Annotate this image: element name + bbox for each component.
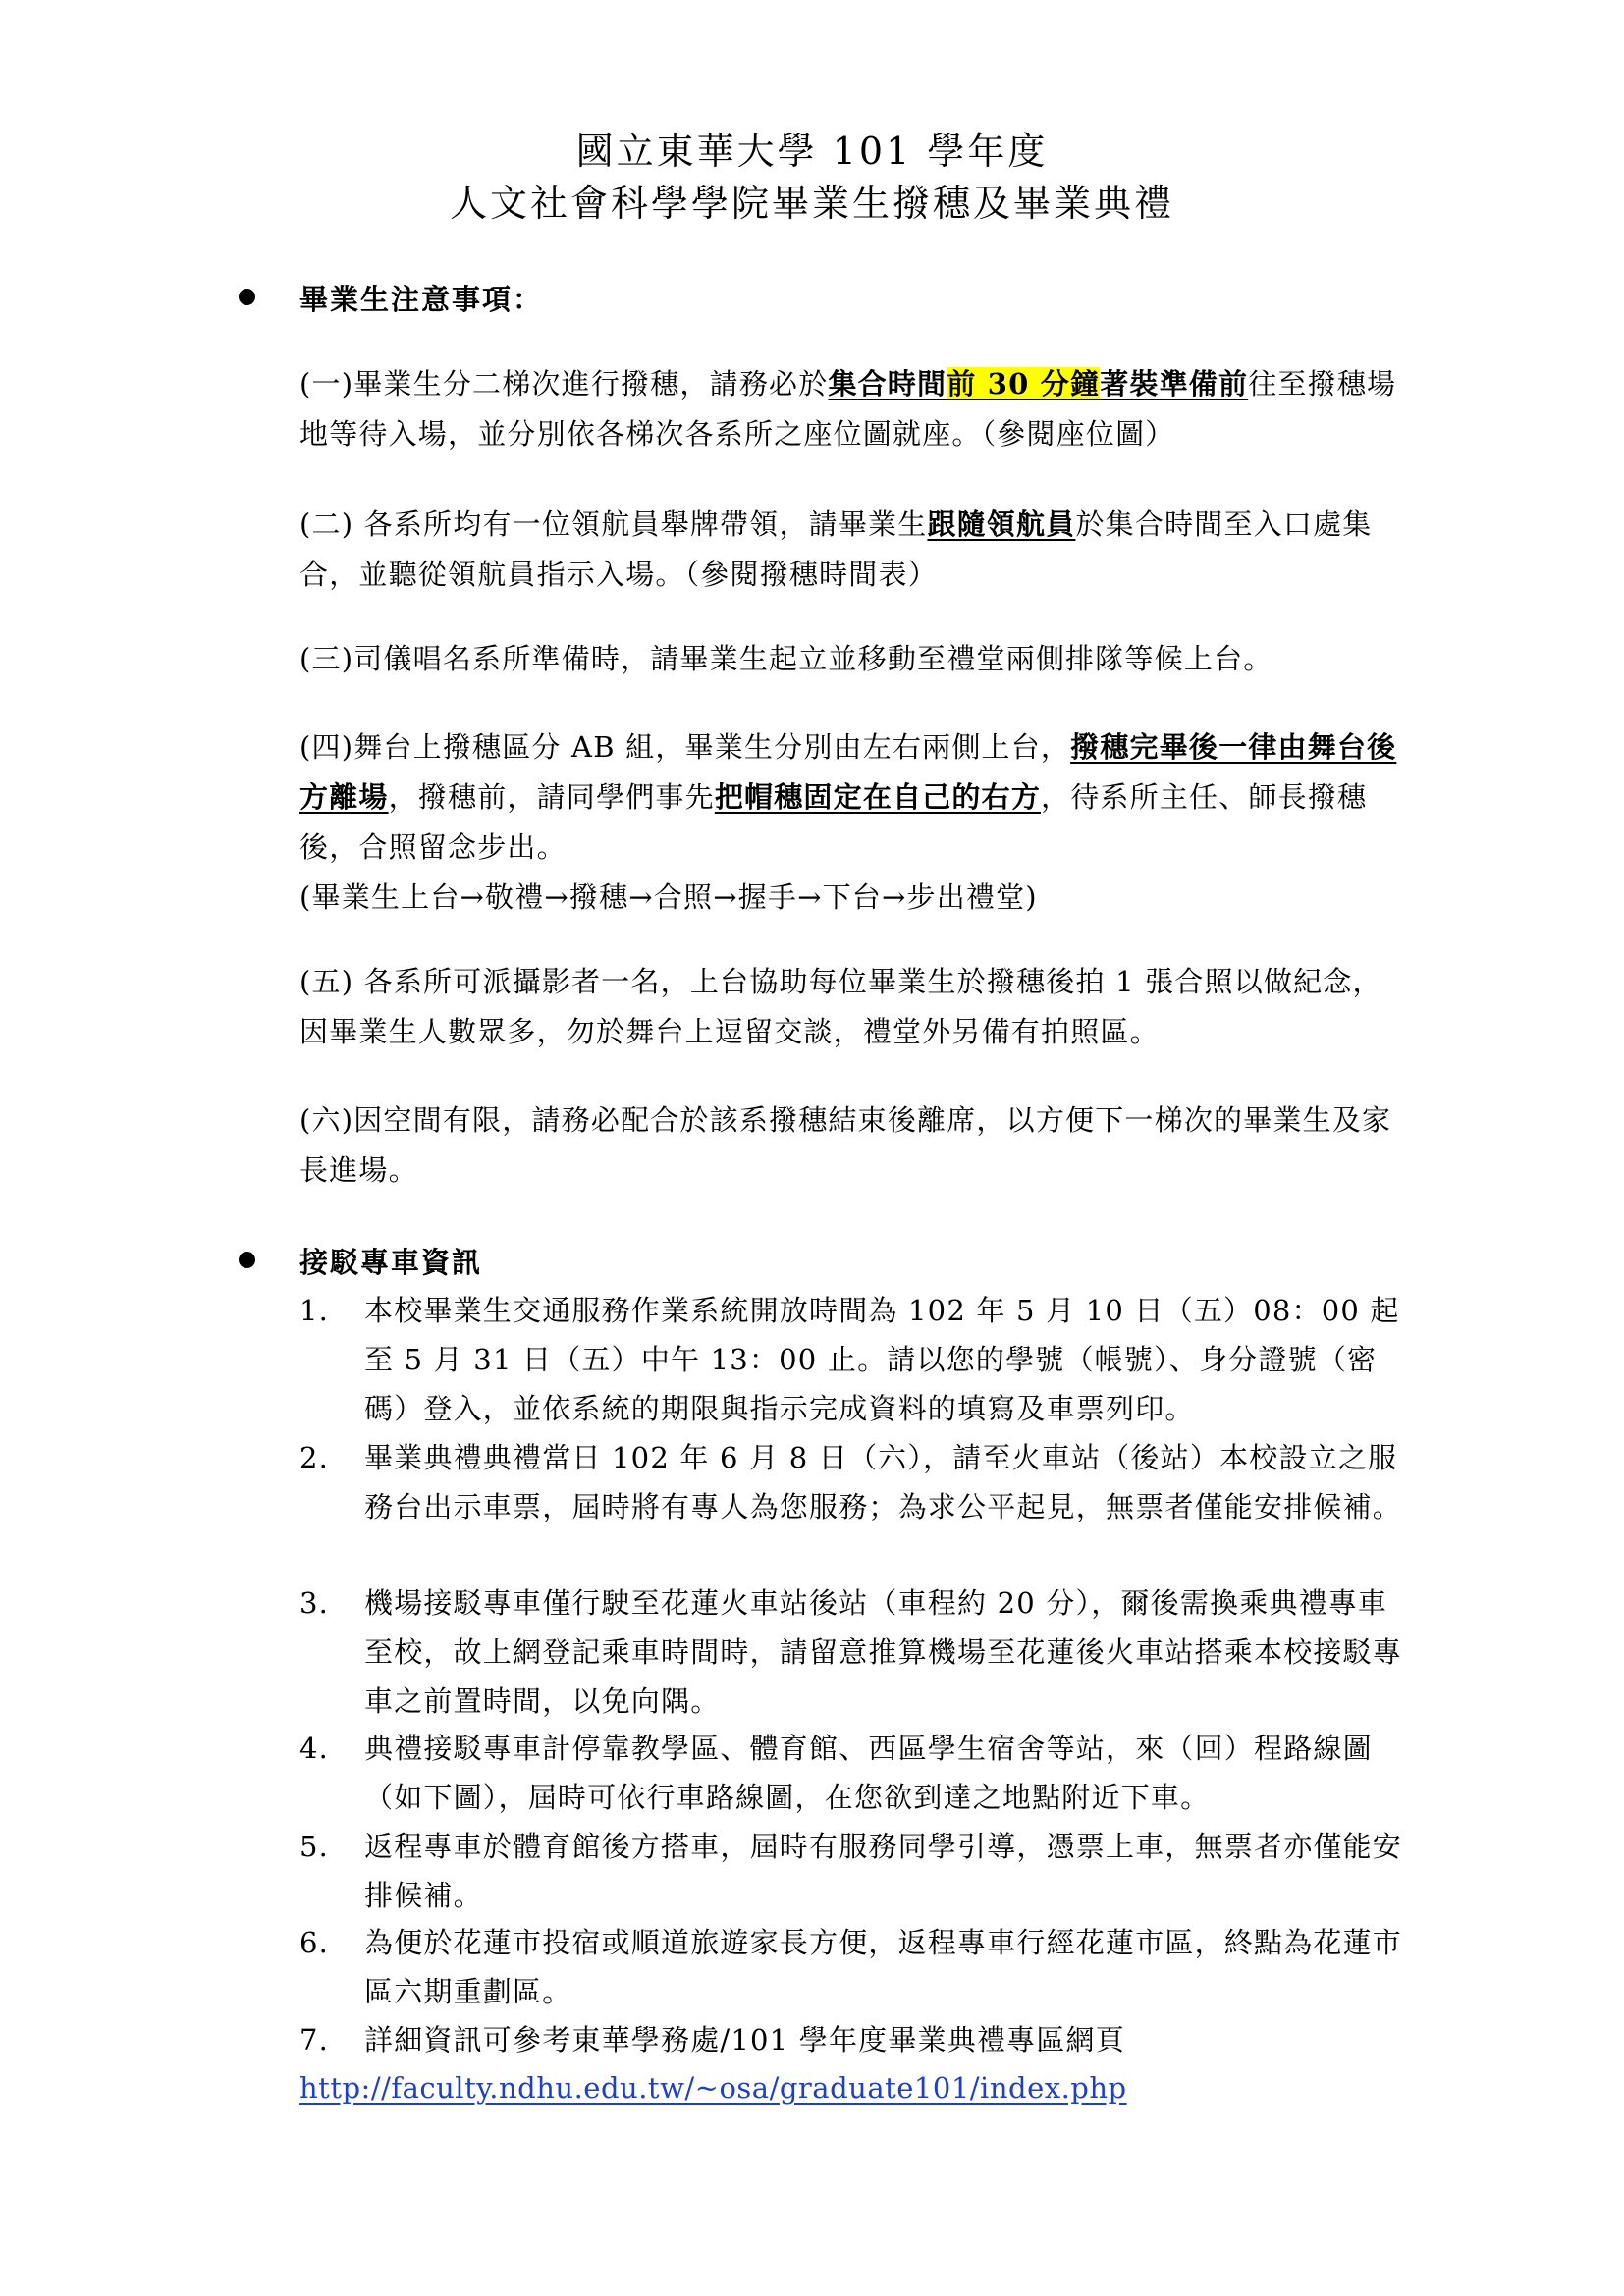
notes-paragraph-3: (三)司儀唱名系所準備時，請畢業生起立並移動至禮堂兩側排隊等候上台。 (299, 642, 1273, 675)
notes-paragraph-2: (二) 各系所均有一位領航員舉牌帶領，請畢業生跟隨領航員於集合時間至入口處集合，並聽從領航員指示入場。（參閱撥穗時間表） (299, 507, 1373, 591)
list-item: 4. 典禮接駁專車計停靠教學區、體育館、西區學生宿舍等站，來（回）程路線圖（如下圖），屆時可依行車路線圖，在您欲到達之地點附近下車。 (299, 1732, 1373, 1814)
document-title-line2: 人文社會科學學院畢業生撥穗及畢業典禮 (449, 182, 1174, 225)
list-item: 5. 返程專車於體育館後方搭車，屆時有服務同學引導，憑票上車，無票者亦僅能安排候補。 (299, 1830, 1403, 1912)
bullet-dot-icon (239, 289, 255, 305)
list-item: 3. 機場接駁專車僅行駛至花蓮火車站後站（車程約 20 分），爾後需換乘典禮專車至校，故上網登記乘車時間時，請留意推算機場至花蓮後火車站搭乘本校接駁專車之前置時間，以免向隅。 (299, 1586, 1403, 1718)
list-item: 7. 詳細資訊可參考東華學務處/101 學年度畢業典禮專區網頁 (299, 2023, 1125, 2056)
notes-paragraph-6: (六)因空間有限，請務必配合於該系撥穗結束後離席，以方便下一梯次的畢業生及家長進場。 (299, 1103, 1392, 1187)
bullet-dot-icon (239, 1252, 255, 1268)
section-heading-shuttle: 接駁專車資訊 (299, 1246, 483, 1279)
notes-paragraph-5: (五) 各系所可派攝影者一名，上台協助每位畢業生於撥穗後拍 1 張合照以做紀念，因畢業生人數眾多，勿於舞台上逗留交談，禮堂外另備有拍照區。 (299, 965, 1382, 1048)
notes-paragraph-4: (四)舞台上撥穗區分 AB 組，畢業生分別由左右兩側上台，撥穗完畢後一律由舞台後方離場，撥穗前，請同學們事先把帽穗固定在自己的右方，待系所主任、師長撥穗後，合照留念步出。 (畢業生上台→敬禮→撥穗→合照→握手→下台→步出禮堂) (299, 730, 1397, 914)
list-item: 6. 為便於花蓮市投宿或順道旅遊家長方便，返程專車行經花蓮市區，終點為花蓮市區六期重劃區。 (299, 1926, 1403, 2008)
document-title-line1: 國立東華大學 101 學年度 (575, 130, 1049, 173)
notes-paragraph-1: (一)畢業生分二梯次進行撥穗，請務必於集合時間前 30 分鐘著裝準備前往至撥穗場地等待入場，並分別依各梯次各系所之座位圖就座。（參閱座位圖） (299, 367, 1397, 451)
list-item: 1. 本校畢業生交通服務作業系統開放時間為 102 年 5 月 10 日（五）08：00 起至 5 月 31 日（五）中午 13：00 止。請以您的學號（帳號）、身分證號（密碼）登入，並依系統的期限與指示完成資料的填寫及車票列印。 (299, 1294, 1400, 1425)
section-heading-notes: 畢業生注意事項： (299, 283, 544, 316)
list-item: 2. 畢業典禮典禮當日 102 年 6 月 8 日（六），請至火車站（後站）本校設立之服務台出示車票，屆時將有專人為您服務；為求公平起見，無票者僅能安排候補。 (299, 1441, 1403, 1523)
graduation-page-link[interactable]: http://faculty.ndhu.edu.tw/~osa/graduate101/index.php (299, 2071, 1127, 2105)
